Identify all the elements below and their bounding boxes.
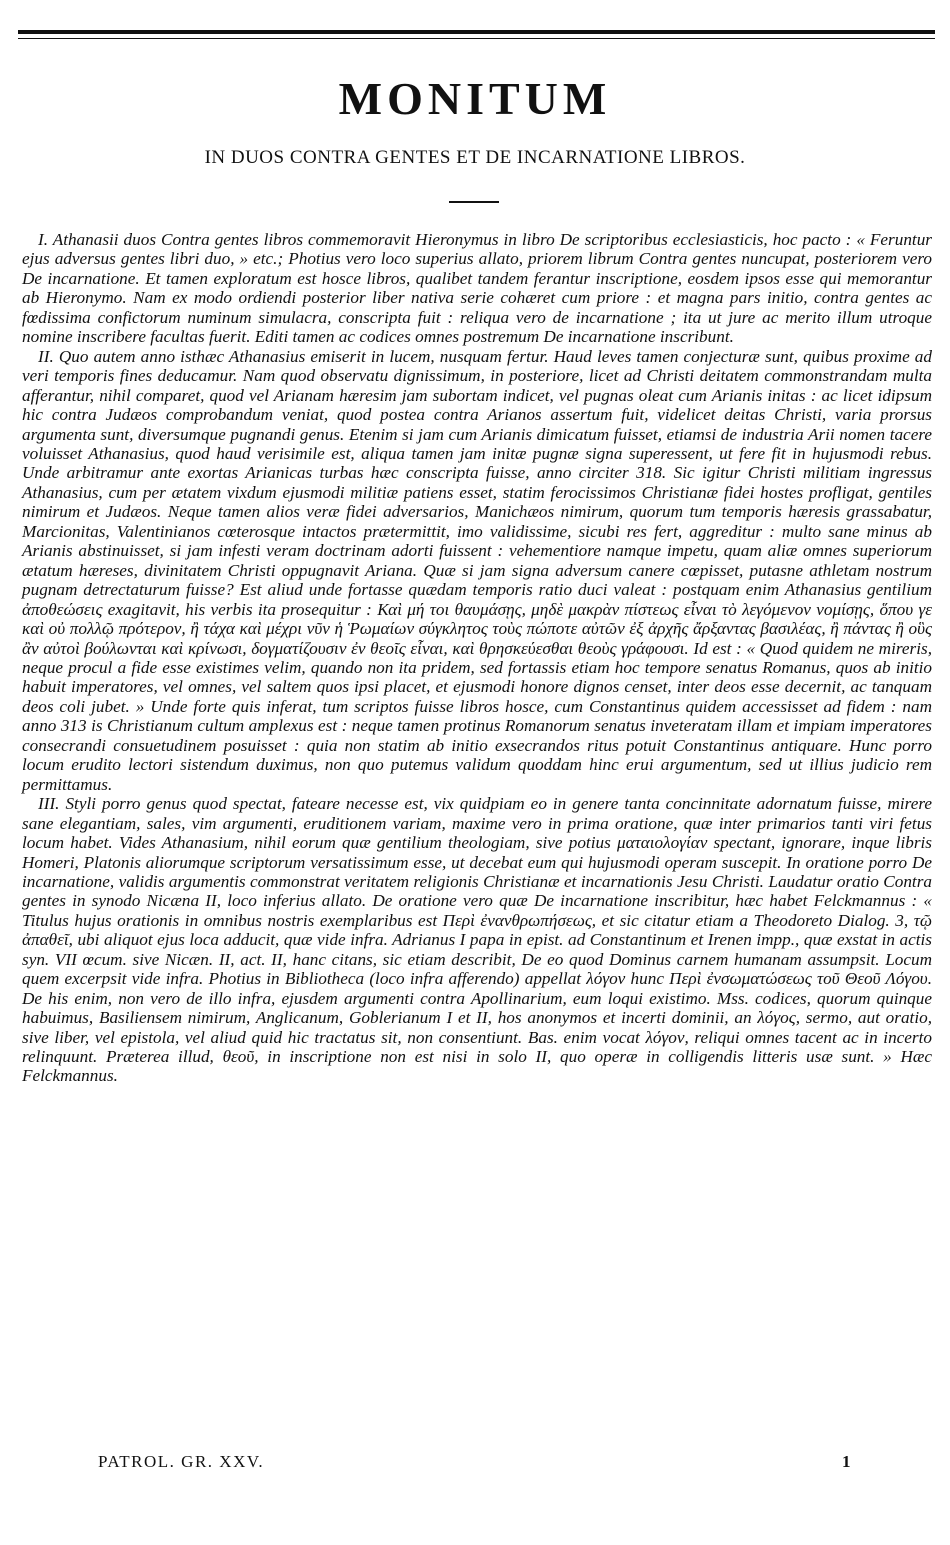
paragraph-section-1: I. Athanasii duos Contra gentes libros commemoravit Hieronymus in libro De scriptoribus ecclesiasticis, hoc pacto : « Feruntur ejus adversus gentes libri duo, » etc.; Photius vero loco superius allato, priorem librum Contra gentes nuncupat, posteriorem vero De incarnatione. Et tamen exploratum est hosce libros, qualibet tandem ferantur inscriptione, eosdem ipsos esse qui memorantur ab Hieronymo. Nam ex modo ordiendi posterior liber nativa serie cohæret cum priore : et magna pars initio, contra gentes ac fœdissima confictorum numinum simulacra, conscripta fuit : reliqua vero de incarnatione ; ita ut jure ac merito illum utroque nomine inscribere facultas fuerit. Editi tamen ac codices omnes postremum De incarnatione inscribunt. <box>22 230 932 347</box>
footer-series-label: PATROL. GR. XXV. <box>98 1452 265 1471</box>
paragraph-section-2: II. Quo autem anno isthæc Athanasius emiserit in lucem, nusquam fertur. Haud leves tamen conjecturæ sunt, quibus proxime ad veri temporis fines deducamur. Nam quod observatu dignissimum, in posteriore, licet ad Christi deitatem commonstrandam multa afferantur, nihil comparet, quod vel Arianam hæresim jam subortam indicet, vel pugnas oleat cum Arianis initas : ac licet idipsum hic contra Judæos comprobandum veniat, quod postea contra Arianos assertum fuit, videlicet deitas Christi, varia prorsus argumenta sunt, diversumque pugnandi genus. Etenim si jam cum Arianis dimicatum fuisset, etiamsi de industria Arii nomen tacere voluisset Athanasius, quod haud verisimile est, aliqua tamen jam initæ pugnæ signa superessent, ut fere fit in hujusmodi rebus. Unde arbitramur ante exortas Arianicas turbas hæc conscripta fuisse, anno circiter 318. Sic igitur Christi militiam ingressus Athanasius, cum per ætatem vixdum ejusmodi militiæ patiens esset, statim ferocissimos Christianæ fidei hostes profligat, gentiles nimirum et Judæos. Neque tamen alios veræ fidei adversarios, Manichæos nimirum, quorum tum temporis hæresis grassabatur, Marcionitas, Valentinianos cœterosque intactos prætermittit, imo validissime, sicubi res fert, aggreditur : multo sane minus ab Arianis abstinuisset, si jam infesti veram doctrinam adorti fuissent : vehementiore namque impetu, quam aliæ omnes superiorum ætatum hæreses, divinitatem Christi oppugnavit Ariana. Quæ si jam signa adversum canere cœpisset, putasne athletam nostrum pugnam detrectaturum fuisse? Est aliud unde fortasse quædam temporis ratio duci valeat : postquam enim Athanasius gentilium ἀποθεώσεις exagitavit, his verbis ita prosequitur : Καὶ μή τοι θαυμάσῃς, μηδὲ μακρὰν πίστεως εἶναι τὸ λεγόμενον νομίσῃς, ὅπου γε καὶ οὐ πολλῷ πρότερον, ἢ τάχα καὶ μέχρι νῦν ἡ Ῥωμαίων σύγκλητος τοὺς πώποτε αὐτῶν ἐξ ἀρχῆς ἄρξαντας βασιλέας, ἢ πάντας ἢ οὓς ἂν αὐτοὶ βούλωνται καὶ κρίνωσι, δογματίζουσιν ἐν θεοῖς εἶναι, καὶ θρησκεύεσθαι θεοὺς γράφουσι. Id est : « Quod quidem ne mireris, neque procul a fide esse existimes velim, quando non ita pridem, sed fortassis etiam hoc tempore senatus Romanus, quos ab initio habuit imperatores, vel omnes, vel saltem quos ipsi placet, et ejusmodi honore dignos censet, inter deos esse decernit, ac tanquam deos coli jubet. » Unde forte quis inferat, tum scriptos fuisse libros hosce, cum Constantinus quidem accessisset ad fidem : nam anno 313 is Christianum cultum amplexus est : neque tamen protinus Romanorum senatus inveteratam illam et impiam imperatores consecrandi consuetudinem posuisset : quia non statim ab initio exsecrandos ritus potuit Constantinus antiquare. Hunc porro locum erudito lectori sistendum duximus, non quo putemus validum quoddam hinc erui argumentum, sed ut illius judicio rem permittamus. <box>22 346 932 794</box>
body-text <box>22 230 932 1086</box>
footer-page-number: 1 <box>842 1452 851 1471</box>
top-double-rule-thin <box>18 38 935 39</box>
paragraph-section-3: III. Styli porro genus quod spectat, fateare necesse est, vix quidpiam eo in genere tanta concinnitate adornatum fuisse, mirere sane elegantiam, sales, vim argumenti, eruditionem variam, maxime vero in prima oratione, quæ inter primarios tanti viri fetus locum habet. Vides Athanasium, nihil eorum quæ gentilium theologiam, sive potius ματαιολογίαν spectant, ignorare, inque libris Homeri, Platonis aliorumque scriptorum versatissimum esse, ut decebat eum qui hujusmodi operam suscepit. In oratione porro De incarnatione, validis argumentis commonstrat veritatem religionis Christianæ et incarnationis Jesu Christi. Laudatur oratio Contra gentes in synodo Nicæna II, loco inferius allato. De oratione vero quæ De incarnatione inscribitur, hæc habet Felckmannus : « Titulus hujus orationis in omnibus nostris exemplaribus est Περὶ ἐνανθρωπήσεως, et sic citatur etiam a Theodoreto Dialog. 3, τῷ ἀπαθεῖ, ubi aliquot ejus loca adducit, quæ vide infra. Adrianus I papa in epist. ad Constantinum et Irenen impp., quæ exstat in actis syn. VII œcum. sive Nicæn. II, act. II, hanc citans, sic etiam describit, De eo quod Dominus carnem humanam assumpsit. Locum quem excerpsit vide infra. Photius in Bibliotheca (loco infra afferendo) appellat λόγον hunc Περὶ ἐνσωματώσεως τοῦ Θεοῦ Λόγου. De his enim, non vero de illo infra, ejusdem argumenti contra Apollinarium, eum loqui existimo. Mss. codices, quorum quinque habuimus, Basiliensem nimirum, Anglicanum, Goblerianum I et II, hos anonymos et incerti dominii, an λόγος, sermo, aut oratio, sive liber, vel epistola, vel aliud quid hic tractatus sit, non consentiunt. Bas. enim vocat λόγον, reliqui omnes tacent ac in incerto relinquunt. Præterea illud, θεοῦ, in inscriptione non est nisi in solo II, quo operæ in colligendis litteris usæ sunt. » Hæc Felckmannus. <box>22 794 932 1086</box>
page-title: MONITUM <box>338 73 612 124</box>
title-separator-rule <box>449 201 499 203</box>
page-subtitle: IN DUOS CONTRA GENTES ET DE INCARNATIONE LIBROS. <box>204 147 746 168</box>
top-double-rule-thick <box>18 30 935 34</box>
